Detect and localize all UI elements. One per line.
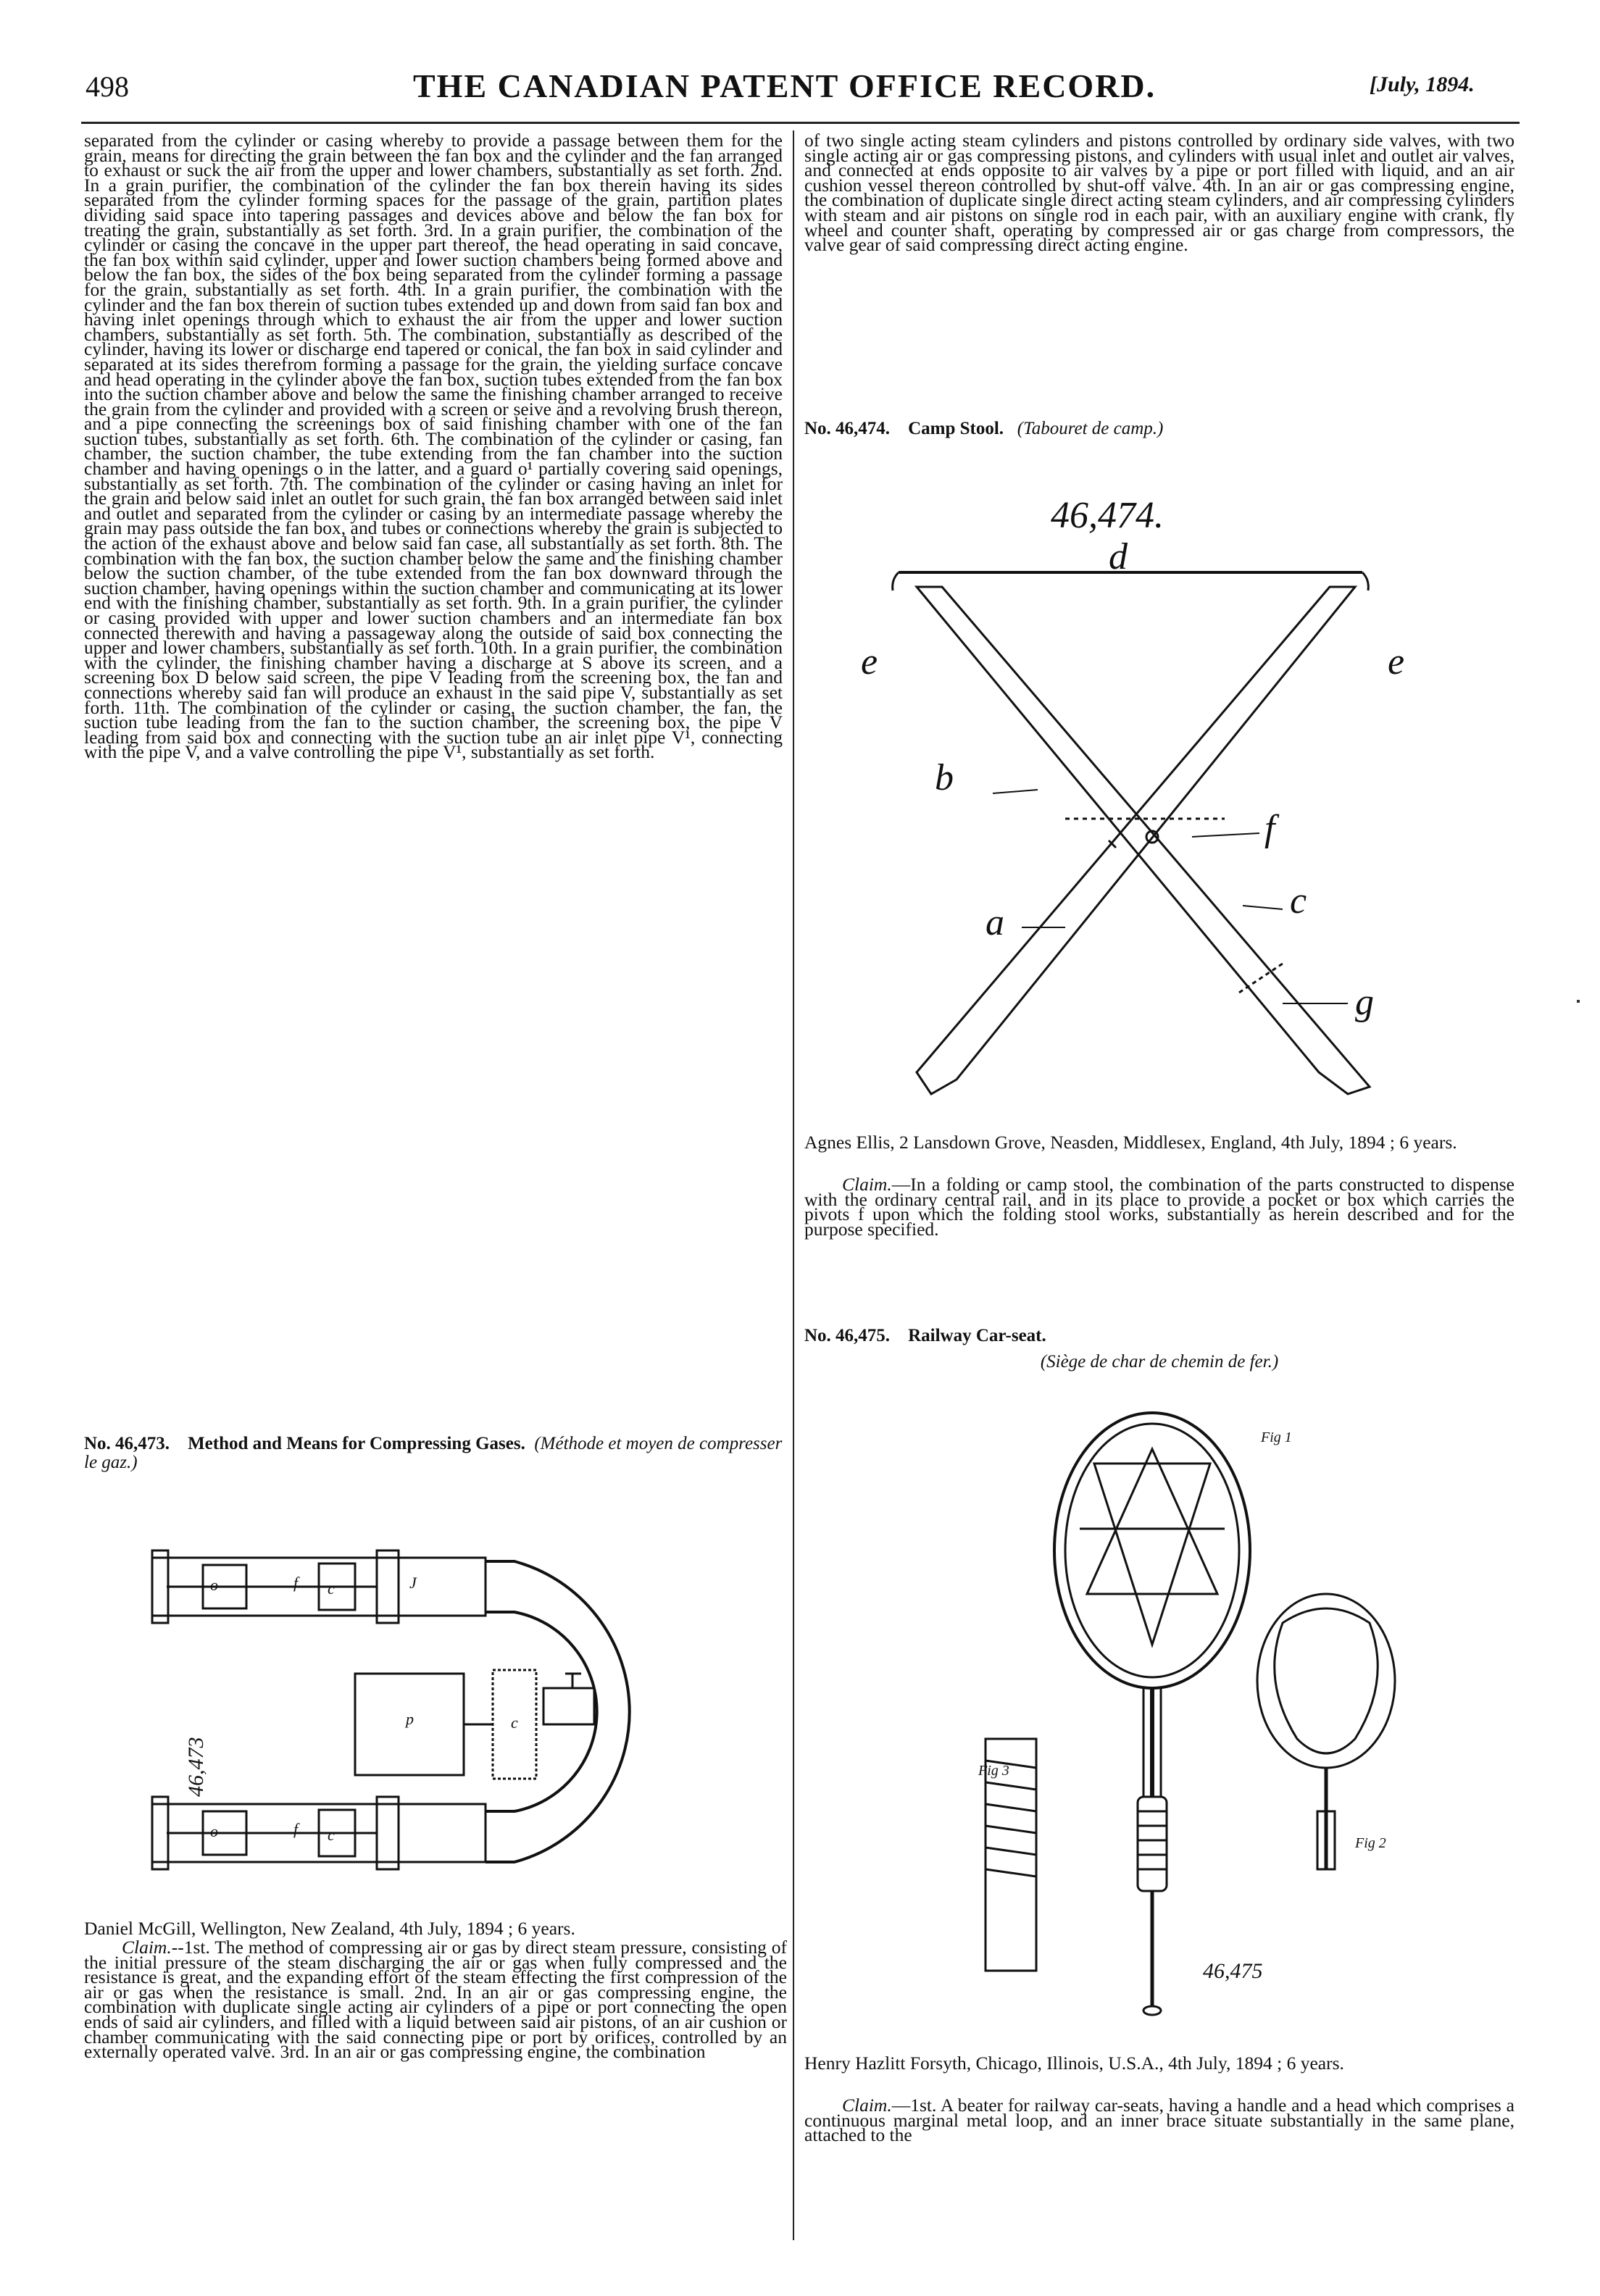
svg-text:c: c — [328, 1826, 335, 1844]
continued-claims-text: separated from the cylinder or casing whereby to provide a passage between them for the grain, means for directing the grain between the fan box and the cylinder and the fan arranged to exhaust or suck the air from the upper and lower chambers, substantially as set forth. 2nd. In a grain purifier, the combination of the cylinder the fan box therein having its sides separated from the cylinder forming spaces for the passage of the grain, partition plates dividing said space into tapering passages and devices above and below the fan box for treating the grain, substantially as set forth. 3rd. In a grain purifier, the combination of the cylinder or casing the concave in the upper part thereof, the head operating in said concave, the fan box within said cylinder, upper and lower suction chambers being formed above and below the fan box, the sides of the box being separated from the cylinder forming a passage for the grain, substantially as set forth. 4th. In a grain purifier, the combination with the cylinder and the fan box therein of suction tubes extended up and down from said fan box and having inlet openings through which to exhaust the air from the upper and lower suction chambers, substantially as set forth. 5th. The combination, substantially as described of the cylinder, having its lower or discharge end tapered or conical, the fan box in said cylinder and separated at its sides therefrom forming a passage for the grain, the yielding surface concave and head operating in the cylinder above the fan box, suction tubes extended from the fan box into the suction chamber above and below the same the finishing chamber arranged to receive the grain from the cylinder and provided with a screen or seive and a revolving brush thereon, and a pipe connecting the screenings box of said finishing chamber with one of the fan suction tubes, substantially as set forth. 6th. The combination of the cylinder or casing, fan chamber, the suction chamber, the tube extending from the fan chamber into the suction chamber and having openings o in the latter, and a guard o¹ partially covering said openings, substantially as set forth. 7th. The combination of the cylinder or casing having an inlet for the grain and below said inlet an outlet for such grain, the fan box arranged between said inlet and outlet and separated from the cylinder or casing by an intermediate passage whereby the grain may pass outside the fan box, and tubes or connections whereby the grain is subjected to the action of the exhaust above and below said fan case, all substantially as set forth. 8th. The combination with the fan box, the suction chamber below the same and the finishing chamber below the suction chamber, of the tube extended from the fan box downward through the suction chamber, having openings within the suction chamber and communicating at its lower end with the finishing chamber, substantially as set forth. 9th. In a grain purifier, the cylinder or casing provided with upper and lower suction chambers and an intermediate fan box connected therewith and having a passageway along the outside of said box connecting the upper and lower chambers, substantially as set forth. 10th. In a grain purifier, the combination with the cylinder, the finishing chamber having a discharge at S above its screen, and a screening box D below said screen, the pipe V leading from the screening box, the fan and connections whereby said fan will produce an exhaust in the said pipe V, substantially as set forth. 11th. The combination of the cylinder or casing, the suction chamber, the fan, the suction tube leading from the fan to the suction chamber, the screening box, the pipe V leading from said box and connecting with the suction tube an air inlet pipe V¹, connecting with the pipe V, and a valve controlling the pipe V¹, substantially as set forth. — [84, 133, 783, 763]
entry-46475-claim-text: —1st. A beater for railway car-seats, having a handle and a head which comprises a continuous marginal metal loop, and an inner brace situate substantially in the same plane, attached to the — [804, 2098, 1514, 2146]
figure-46474-camp-stool — [848, 471, 1442, 1123]
page-number: 498 — [86, 70, 129, 103]
fig-letter-e-right: e — [1388, 641, 1405, 682]
scan-dot — [1577, 1000, 1580, 1003]
right-continued-claims — [804, 133, 1514, 394]
entry-46473-number: No. 46,473. — [84, 1434, 170, 1453]
entry-46475-number: No. 46,475. — [804, 1326, 891, 1345]
fig-letter-d: d — [1109, 536, 1128, 577]
svg-text:f: f — [293, 1574, 299, 1592]
fig3-label: Fig 3 — [978, 1763, 1009, 1779]
entry-46475-patentee: Henry Hazlitt Forsyth, Chicago, Illinois, U.S.A., 4th July, 1894 ; 6 years. — [804, 2056, 1344, 2074]
svg-text:p: p — [406, 1710, 414, 1728]
page-title: THE CANADIAN PATENT OFFICE RECORD. — [413, 67, 1157, 104]
issue-date: [July, 1894. — [1370, 72, 1475, 96]
column-divider — [793, 130, 794, 2240]
svg-text:c: c — [328, 1579, 335, 1598]
svg-text:o: o — [210, 1822, 218, 1840]
compressor-drawing — [138, 1507, 761, 1913]
entry-46475-french-title: (Siège de char de chemin de fer.) — [1040, 1352, 1279, 1372]
svg-text:J: J — [409, 1574, 417, 1592]
figure-46475-car-seat-beater — [964, 1406, 1428, 2043]
fig-letter-f: f — [1264, 808, 1275, 849]
figure-46475-label: 46,475 — [1203, 1959, 1263, 1983]
entry-46474-title: Camp Stool. — [908, 419, 1004, 438]
entry-46475-heading — [804, 1326, 1514, 1346]
figure-46473-label: 46,473 — [184, 1737, 208, 1797]
header-rule — [81, 122, 1520, 124]
svg-text:c: c — [511, 1713, 518, 1732]
entry-46473-claim — [84, 1940, 787, 2245]
fig2-label: Fig 2 — [1355, 1835, 1386, 1851]
entry-46474-patentee: Agnes Ellis, 2 Lansdown Grove, Neasden, Middlesex, England, 4th July, 1894 ; 6 years. — [804, 1135, 1457, 1153]
entry-46475-claim-label: Claim. — [842, 2098, 892, 2116]
entry-46474-french-title: (Tabouret de camp.) — [1017, 419, 1164, 438]
fig-letter-e-left: e — [861, 641, 878, 682]
svg-text:f: f — [293, 1820, 299, 1838]
camp-stool-drawing — [848, 471, 1442, 1123]
right-continued-text: of two single acting steam cylinders and pistons controlled by ordinary side valves, with two single acting air or gas compressing pistons, and cylinders with usual inlet and outlet air valves, and connected at ends opposite to air valves by a pipe or port filled with liquid, and an air cushion vessel thereon controlled by shut-off valve. 4th. In an air or gas compressing engine, the combination of duplicate single direct acting steam cylinders, and air compressing cylinders with steam and air pistons on single rod in each pair, with an auxiliary engine with crank, fly wheel and counter shaft, operating by compressed air or gas charge from compressors, the valve gear of said compressing direct acting engine. — [804, 133, 1514, 256]
entry-46474-claim-text: —In a folding or camp stool, the combination of the parts constructed to dispense with the ordinary central rail, and in its place to provide a pocket or box which carries the pivots f upon which the folding stool works, substantially as herein described and for the purpose specified. — [804, 1177, 1514, 1240]
fig-letter-a: a — [986, 902, 1004, 943]
fig-letter-c: c — [1290, 880, 1307, 922]
left-continued-claims — [84, 133, 783, 1427]
entry-46473-patentee: Daniel McGill, Wellington, New Zealand, 4th July, 1894 ; 6 years. — [84, 1921, 575, 1939]
entry-46473-title: Method and Means for Compressing Gases. — [188, 1434, 525, 1453]
entry-46474-claim-label: Claim. — [842, 1177, 892, 1195]
entry-46475-claim — [804, 2098, 1514, 2236]
fig1-label: Fig 1 — [1261, 1429, 1292, 1445]
entry-46474-claim — [804, 1177, 1514, 1301]
figure-46473-compressor — [138, 1507, 761, 1913]
entry-46473-claim-text: --1st. The method of compressing air or gas by direct steam pressure, consisting of the initial pressure of the steam discharging the air or gas when fully compressed and the resistance is great, and the expanding effort of the steam effecting the first compression of the air or gas when the resistance is small. 2nd. In an air or gas compressing engine, the combination with duplicate single acting air cylinders of a pipe or port connecting the open ends of said air cylinders, and filled with a liquid between said air pistons, of an air cushion or chamber communicating with the said connecting pipe or port by orifices, controlled by an externally operated valve. 3rd. In an air or gas compressing engine, the combination — [84, 1940, 787, 2063]
fig-letter-b: b — [935, 757, 954, 798]
entry-46473-heading — [84, 1435, 787, 1472]
entry-46473-french-title: (Méthode et moyen de compresser le gaz.) — [84, 1434, 783, 1472]
svg-text:o: o — [210, 1576, 218, 1594]
car-seat-beater-drawing — [964, 1406, 1428, 2043]
entry-46473-claim-label: Claim. — [122, 1940, 172, 1958]
figure-46474-label: 46,474. — [1051, 495, 1164, 536]
entry-46474-heading — [804, 419, 1514, 439]
entry-46475-title: Railway Car-seat. — [908, 1326, 1046, 1345]
entry-46474-number: No. 46,474. — [804, 419, 891, 438]
fig-letter-g: g — [1355, 982, 1374, 1023]
